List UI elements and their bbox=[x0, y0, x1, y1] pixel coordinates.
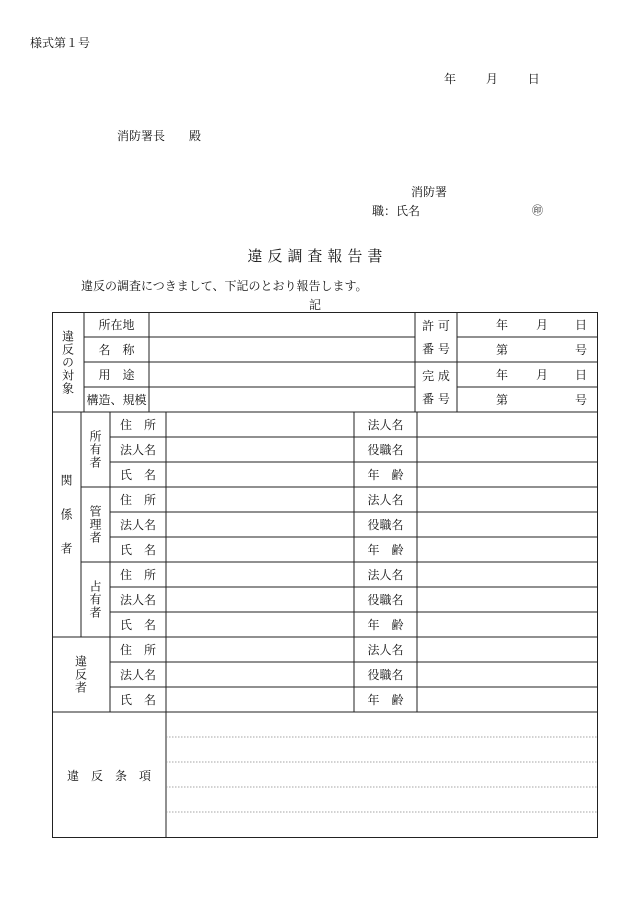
name-label: 名 称 bbox=[98, 343, 135, 357]
completion-date-year: 年 bbox=[495, 368, 508, 382]
manager-address-label: 住 所 bbox=[119, 493, 156, 507]
owner-age-label: 年 齢 bbox=[367, 468, 404, 482]
permit-date-year: 年 bbox=[495, 318, 508, 332]
structure-label: 構造、規模 bbox=[86, 393, 147, 407]
violator-label: 違反者 bbox=[73, 655, 88, 694]
document-title: 違 反 調 査 報 告 書 bbox=[247, 247, 383, 265]
occupant-age-label: 年 齢 bbox=[367, 618, 404, 632]
owner-right-corp-label: 法人名 bbox=[367, 418, 404, 432]
manager-name-label: 氏 名 bbox=[119, 543, 156, 557]
report-date bbox=[444, 70, 540, 87]
owner-corp-label: 法人名 bbox=[119, 443, 156, 457]
completion-number-suffix: 号 bbox=[574, 393, 587, 407]
occupant-right-corp-label: 法人名 bbox=[367, 568, 404, 582]
completion-date-month: 月 bbox=[535, 368, 548, 382]
violator-name-label: 氏 名 bbox=[119, 693, 156, 707]
violator-address-label: 住 所 bbox=[119, 643, 156, 657]
structure-field[interactable] bbox=[149, 387, 415, 412]
occupant-label: 占有者 bbox=[88, 580, 102, 619]
manager-corp-label: 法人名 bbox=[119, 518, 156, 532]
subject-group-label: 違反の対象 bbox=[60, 329, 75, 395]
signer-label: 職：氏名 bbox=[372, 204, 421, 218]
permit-label-line1: 許 可 bbox=[422, 319, 450, 333]
permit-date-month: 月 bbox=[535, 318, 548, 332]
completion-date-day: 日 bbox=[574, 368, 587, 382]
report-date-year: 年 bbox=[444, 72, 457, 86]
report-form-table bbox=[52, 312, 598, 838]
violation-clauses-label: 違 反 条 項 bbox=[66, 768, 151, 783]
completion-number-prefix: 第 bbox=[495, 393, 508, 407]
department: 消防署 bbox=[411, 185, 448, 199]
report-date-day: 日 bbox=[527, 72, 540, 86]
addressee: 消防署長 殿 bbox=[117, 129, 202, 143]
permit-label-line2: 番 号 bbox=[422, 342, 450, 356]
violation-clauses-field[interactable] bbox=[166, 712, 598, 838]
report-date-month: 月 bbox=[485, 72, 498, 86]
owner-label: 所有者 bbox=[88, 430, 102, 469]
form-number: 様式第１号 bbox=[30, 36, 91, 50]
violator-right-corp-label: 法人名 bbox=[367, 643, 404, 657]
location-field[interactable] bbox=[149, 312, 415, 337]
occupant-address-label: 住 所 bbox=[119, 568, 156, 582]
violator-title-label: 役職名 bbox=[367, 668, 404, 682]
occupant-title-label: 役職名 bbox=[367, 593, 404, 607]
permit-number-prefix: 第 bbox=[495, 343, 508, 357]
location-label: 所在地 bbox=[98, 318, 135, 332]
name-field[interactable] bbox=[149, 337, 415, 362]
usage-field[interactable] bbox=[149, 362, 415, 387]
occupant-corp-label: 法人名 bbox=[119, 593, 156, 607]
violator-age-label: 年 齢 bbox=[367, 693, 404, 707]
permit-number-suffix: 号 bbox=[574, 343, 587, 357]
usage-label: 用 途 bbox=[98, 368, 135, 382]
owner-title-label: 役職名 bbox=[367, 443, 404, 457]
permit-date-day: 日 bbox=[574, 318, 587, 332]
completion-label-line2: 番 号 bbox=[422, 392, 450, 406]
owner-name-label: 氏 名 bbox=[119, 468, 156, 482]
intro-text: 違反の調査につきまして、下記のとおり報告します。 bbox=[81, 279, 368, 293]
owner-address-label: 住 所 bbox=[119, 418, 156, 432]
seal-mark: ㊞ bbox=[532, 204, 543, 217]
manager-age-label: 年 齢 bbox=[367, 543, 404, 557]
ki-marker: 記 bbox=[308, 298, 321, 312]
manager-label: 管理者 bbox=[88, 505, 102, 544]
violator-corp-label: 法人名 bbox=[119, 668, 156, 682]
manager-title-label: 役職名 bbox=[367, 518, 404, 532]
manager-right-corp-label: 法人名 bbox=[367, 493, 404, 507]
parties-group-label: 関係者 bbox=[59, 473, 73, 576]
completion-label-line1: 完 成 bbox=[422, 369, 450, 383]
occupant-name-label: 氏 名 bbox=[119, 618, 156, 632]
